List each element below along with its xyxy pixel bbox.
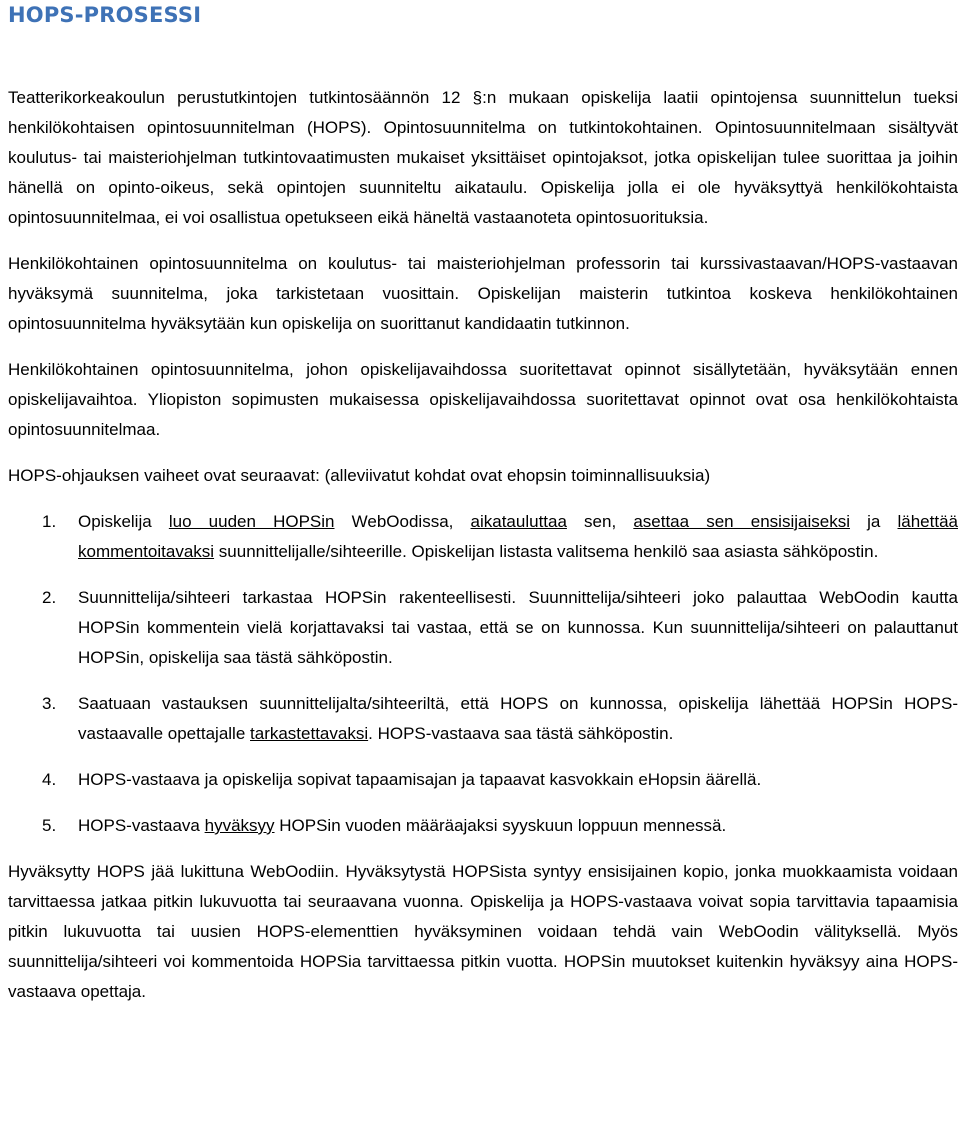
link-for-review[interactable]: tarkastettavaksi (250, 724, 369, 743)
closing-paragraph: Hyväksytty HOPS jää lukittuna WebOodiin. Hyväksytystä HOPSista syntyy ensisijainen kopio, jonka muokkaamista voidaan tarvittaessa jatkaa pitkin lukuvuotta tai seuraavana vuonna. Opiskelija ja HOPS-vastaava voivat sopia tarvittavia tapaamisia pitkin lukuvuotta tai uusien HOPS-elementtien hyväksyminen voidaan tehdä vain WebOodin välityksellä. Myös suunnittelija/sihteeri voi kommentoida HOPSia tarvittaessa pitkin vuotta. HOPSin muutokset kuitenkin hyväksyy aina HOPS-vastaava opettaja. (8, 862, 958, 1001)
step-item (8, 583, 958, 673)
step-text-segment: ja (849, 512, 898, 531)
step-text (78, 816, 726, 835)
approval-paragraph: Henkilökohtainen opintosuunnitelma on koulutus- tai maisteriohjelman professorin tai kurssivastaavan/HOPS-vastaavan hyväksymä suunnitelma, joka tarkistetaan vuosittain. Opiskelijan maisterin tutkintoa koskeva henkilökohtainen opintosuunnitelma hyväksytään kun opiskelija on suorittanut kandidaatin tutkinnon. (8, 254, 958, 333)
step-text-segment: Saatuaan vastauksen suunnittelijalta/sihteeriltä, että HOPS on kunnossa, opiskelija lähettää HOPSin HOPS-vastaavalle opettajalle (78, 694, 958, 743)
step-text-segment: Opiskelija (78, 512, 169, 531)
step-item (8, 689, 958, 749)
intro-paragraph: Teatterikorkeakoulun perustutkintojen tutkintosäännön 12 §:n mukaan opiskelija laatii opintojensa suunnittelun tueksi henkilökohtaisen opintosuunnitelman (HOPS). Opintosuunnitelma on tutkintokohtainen. Opintosuunnitelmaan sisältyvät koulutus- tai maisteriohjelman tutkintovaatimusten mukaiset yksittäiset opintojaksot, jotka opiskelijan tulee suorittaa ja joihin hänellä on opinto-oikeus, sekä opintojen suunniteltu aikataulu. Opiskelija jolla ei ole hyväksyttyä henkilökohtaista opintosuunnitelmaa, ei voi osallistua opetukseen eikä häneltä vastaanoteta opintosuorituksia. (8, 88, 958, 227)
document-page (8, 0, 958, 1007)
step-number: 5. (42, 816, 57, 835)
step-text-segment: . HOPS-vastaava saa tästä sähköpostin. (368, 724, 674, 743)
page-title: HOPS-PROSESSI (8, 3, 202, 27)
steps-list (8, 507, 958, 841)
steps-intro: HOPS-ohjauksen vaiheet ovat seuraavat: (alleviivatut kohdat ovat ehopsin toiminnallisuuksia) (8, 466, 711, 485)
step-item (8, 765, 958, 795)
link-set-primary[interactable]: asettaa sen ensisijaiseksi (633, 512, 850, 531)
step-text: HOPS-vastaava ja opiskelija sopivat tapaamisajan ja tapaavat kasvokkain eHopsin äärellä. (78, 770, 762, 789)
step-text-segment: HOPS-vastaava (78, 816, 205, 835)
step-number: 2. (42, 588, 57, 607)
step-number: 4. (42, 770, 57, 789)
step-number: 3. (42, 694, 57, 713)
step-text (78, 512, 958, 561)
link-approve[interactable]: hyväksyy (204, 816, 275, 835)
step-text-segment: WebOodissa, (334, 512, 471, 531)
step-text-segment: HOPSin vuoden määräajaksi syyskuun loppuun mennessä. (274, 816, 727, 835)
step-text-segment: suunnittelijalle/sihteerille. Opiskelijan listasta valitsema henkilö saa asiasta sähköpostin. (214, 542, 879, 561)
step-item (8, 507, 958, 567)
step-item (8, 811, 958, 841)
exchange-paragraph: Henkilökohtainen opintosuunnitelma, johon opiskelijavaihdossa suoritettavat opinnot sisällytetään, hyväksytään ennen opiskelijavaihtoa. Yliopiston sopimusten mukaisessa opiskelijavaihdossa suoritettavat opinnot ovat osa henkilökohtaista opintosuunnitelmaa. (8, 360, 958, 439)
link-create-hops[interactable]: luo uuden HOPSin (168, 512, 335, 531)
step-text: Suunnittelija/sihteeri tarkastaa HOPSin rakenteellisesti. Suunnittelija/sihteeri joko palauttaa WebOodin kautta HOPSin kommentein vielä korjattavaksi tai vastaa, että se on kunnossa. Kun suunnittelija/sihteeri on palauttanut HOPSin, opiskelija saa tästä sähköpostin. (78, 588, 958, 667)
link-schedule[interactable]: aikatauluttaa (470, 512, 567, 531)
link-send-for-comments[interactable]: lähettää kommentoitavaksi (78, 512, 958, 561)
step-text (78, 694, 958, 743)
step-number: 1. (42, 512, 57, 531)
step-text-segment: sen, (566, 512, 634, 531)
